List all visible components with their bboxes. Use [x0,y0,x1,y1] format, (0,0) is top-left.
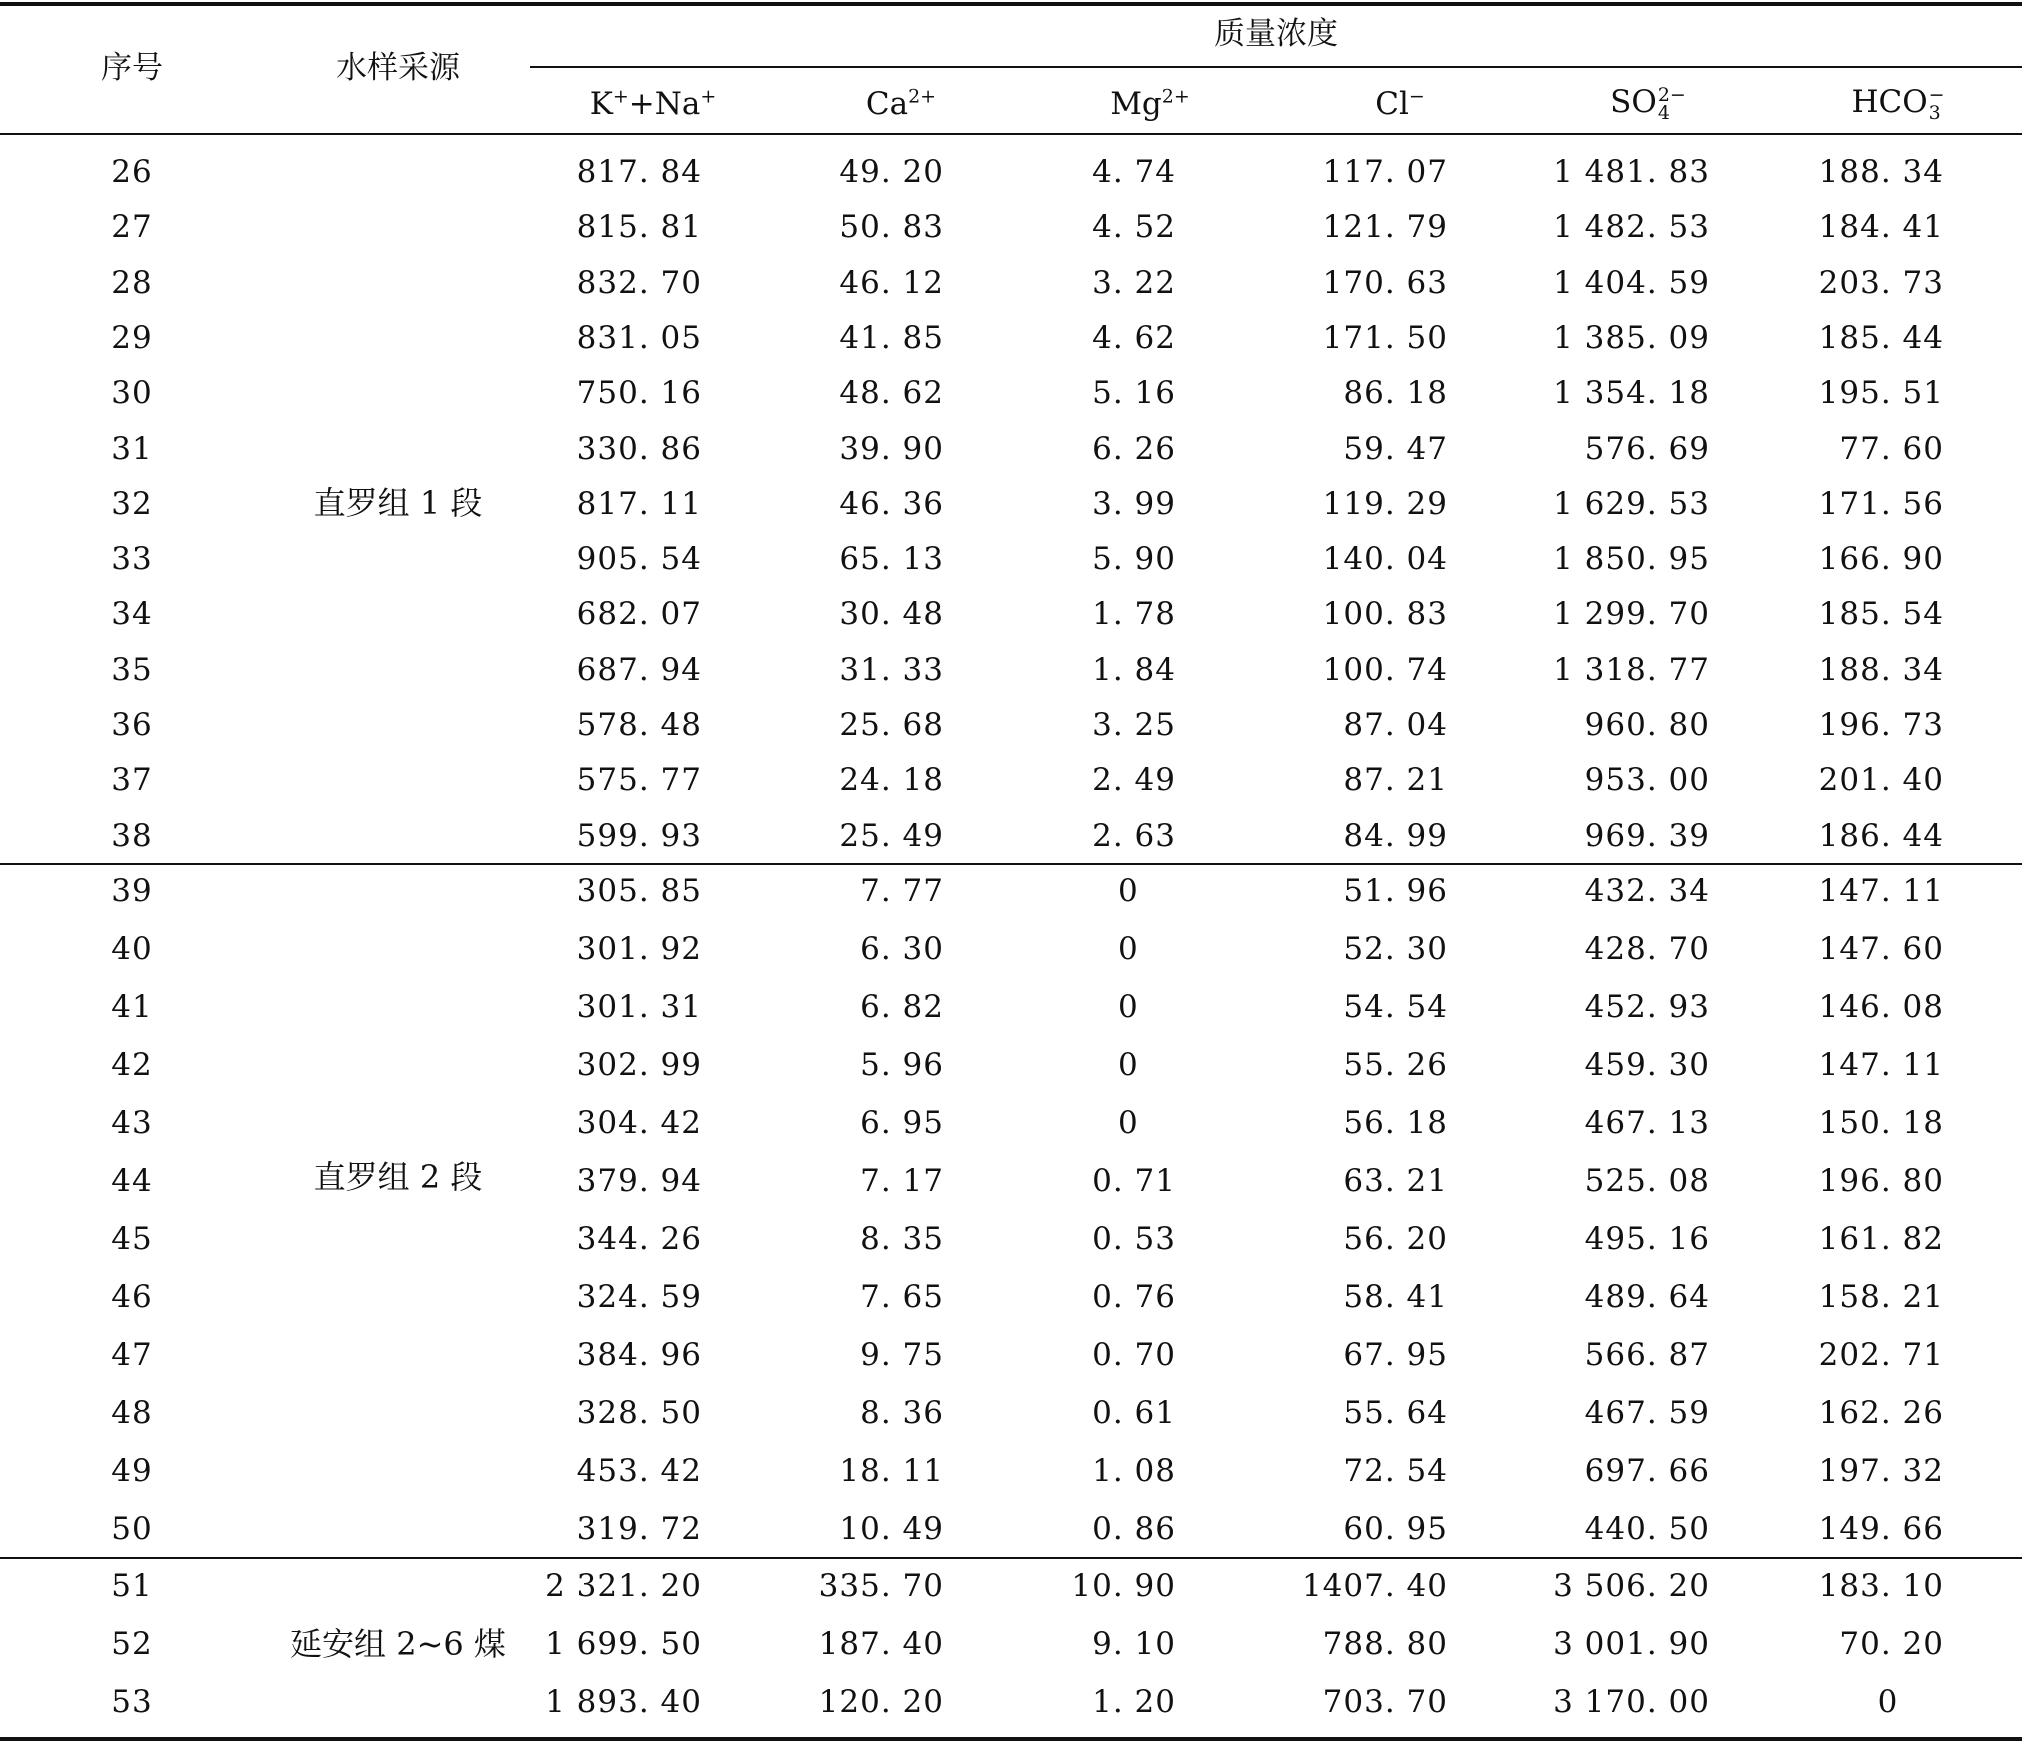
cell-k-na: 301. 31 [576,989,702,1025]
cell-k-na: 319. 72 [576,1511,702,1547]
cell-cl: 63. 21 [1343,1163,1448,1199]
cell-cl: 1407. 40 [1301,1568,1448,1604]
cell-ca: 187. 40 [818,1626,944,1662]
header-mg-sup: 2+ [1161,85,1190,108]
cell-cl: 121. 79 [1322,209,1448,246]
cell-ca: 46. 12 [839,264,944,301]
cell-cl: 54. 54 [1343,989,1448,1025]
cell-cl: 55. 26 [1343,1047,1448,1083]
cell-ca: 9. 75 [860,1337,944,1373]
cell-mg: 1. 78 [1092,596,1176,633]
cell-hco3: 202. 71 [1818,1337,1944,1373]
row-seq: 46 [111,1279,153,1315]
cell-so4: 3 506. 20 [1553,1568,1710,1604]
cell-cl: 86. 18 [1343,375,1448,412]
cell-hco3: 146. 08 [1818,989,1944,1025]
cell-hco3: 161. 82 [1818,1221,1944,1257]
cell-mg: 0. 61 [1092,1395,1176,1431]
cell-hco3: 147. 11 [1818,1047,1944,1083]
cell-k-na: 817. 11 [576,485,702,522]
cell-cl: 56. 20 [1343,1221,1448,1257]
cell-so4: 1 385. 09 [1553,319,1710,356]
cell-mg: 0 [1118,873,1139,909]
cell-k-na: 682. 07 [576,596,702,633]
cell-cl: 84. 99 [1343,817,1448,854]
cell-cl: 87. 21 [1343,762,1448,799]
cell-k-na: 817. 84 [576,154,702,190]
cell-cl: 58. 41 [1343,1279,1448,1315]
cell-so4: 495. 16 [1584,1221,1710,1257]
header-k-na-mid: +Na [628,86,701,122]
cell-ca: 5. 96 [860,1047,944,1083]
cell-hco3: 158. 21 [1818,1279,1944,1315]
cell-mg: 4. 52 [1092,209,1176,246]
cell-so4: 467. 13 [1584,1105,1710,1141]
cell-so4: 1 299. 70 [1553,596,1710,633]
cell-k-na: 687. 94 [576,651,702,688]
cell-ca: 335. 70 [818,1568,944,1604]
cell-ca: 46. 36 [839,485,944,522]
cell-so4: 525. 08 [1584,1163,1710,1199]
cell-ca: 30. 48 [839,596,944,633]
cell-k-na: 384. 96 [576,1337,702,1373]
cell-ca: 48. 62 [839,375,944,412]
cell-so4: 489. 64 [1584,1279,1710,1315]
cell-k-na: 301. 92 [576,931,702,967]
row-seq: 51 [111,1568,153,1604]
header-source: 水样采源 [336,50,460,86]
cell-so4: 440. 50 [1584,1511,1710,1547]
cell-cl: 52. 30 [1343,931,1448,967]
cell-so4: 969. 39 [1584,817,1710,854]
row-seq: 53 [111,1684,153,1720]
cell-cl: 55. 64 [1343,1395,1448,1431]
cell-cl: 171. 50 [1322,319,1448,356]
cell-mg: 9. 10 [1092,1626,1176,1662]
cell-ca: 41. 85 [839,319,944,356]
header-cl [1375,84,1425,124]
cell-cl: 60. 95 [1343,1511,1448,1547]
cell-so4: 953. 00 [1584,762,1710,799]
cell-hco3: 150. 18 [1818,1105,1944,1141]
cell-hco3: 77. 60 [1839,430,1944,467]
cell-k-na: 453. 42 [576,1453,702,1489]
cell-k-na: 831. 05 [576,319,702,356]
cell-mg: 2. 49 [1092,762,1176,799]
row-seq: 41 [111,989,153,1025]
row-seq: 44 [111,1163,153,1199]
cell-ca: 7. 77 [860,873,944,909]
cell-k-na: 578. 48 [576,707,702,743]
cell-mg: 4. 62 [1092,319,1176,356]
header-k-na-base: K [589,86,613,122]
cell-ca: 6. 30 [860,931,944,967]
header-cl-sup: − [1408,85,1425,108]
cell-hco3: 186. 44 [1818,817,1944,854]
header-hco3 [1851,82,1944,122]
row-seq: 31 [111,430,153,467]
cell-mg: 5. 90 [1092,541,1176,578]
cell-so4: 3 001. 90 [1553,1626,1710,1662]
cell-mg: 0. 70 [1092,1337,1176,1373]
cell-hco3: 196. 80 [1818,1163,1944,1199]
cell-mg: 3. 22 [1092,264,1176,301]
cell-ca: 25. 49 [839,817,944,854]
header-hco3-base: HCO [1851,84,1928,120]
cell-k-na: 815. 81 [576,209,702,246]
cell-hco3: 184. 41 [1818,209,1944,246]
cell-ca: 120. 20 [818,1684,944,1720]
cell-cl: 170. 63 [1322,264,1448,301]
header-so4 [1610,82,1686,122]
cell-so4: 459. 30 [1584,1047,1710,1083]
row-seq: 38 [111,817,153,854]
cell-so4: 1 482. 53 [1553,209,1710,246]
cell-hco3: 171. 56 [1818,485,1944,522]
row-seq: 47 [111,1337,153,1373]
cell-hco3: 149. 66 [1818,1511,1944,1547]
cell-so4: 1 850. 95 [1553,541,1710,578]
header-cl-base: Cl [1375,86,1409,122]
cell-hco3: 196. 73 [1818,707,1944,743]
cell-ca: 50. 83 [839,209,944,246]
cell-k-na: 330. 86 [576,430,702,467]
group-label-zhiluo-2: 直罗组 2 段 [313,1158,483,1196]
row-seq: 43 [111,1105,153,1141]
cell-k-na: 304. 42 [576,1105,702,1141]
cell-cl: 117. 07 [1322,154,1448,190]
cell-k-na: 1 699. 50 [545,1626,702,1662]
cell-mg: 1. 20 [1092,1684,1176,1720]
cell-cl: 100. 74 [1322,651,1448,688]
row-seq: 49 [111,1453,153,1489]
cell-k-na: 832. 70 [576,264,702,301]
cell-so4: 3 170. 00 [1553,1684,1710,1720]
group-divider-rule [0,863,2022,865]
cell-k-na: 599. 93 [576,817,702,854]
header-k-na [590,84,717,124]
cell-hco3: 162. 26 [1818,1395,1944,1431]
group-label-zhiluo-1: 直罗组 1 段 [313,484,483,522]
cell-ca: 18. 11 [839,1453,944,1489]
row-seq: 42 [111,1047,153,1083]
row-seq: 27 [111,209,153,246]
cell-k-na: 1 893. 40 [545,1684,702,1720]
cell-hco3: 203. 73 [1818,264,1944,301]
cell-so4: 566. 87 [1584,1337,1710,1373]
header-k-na-sup2: + [700,85,717,108]
cell-so4: 1 404. 59 [1553,264,1710,301]
cell-so4: 467. 59 [1584,1395,1710,1431]
cell-mg: 0 [1118,931,1139,967]
row-seq: 39 [111,873,153,909]
cell-so4: 432. 34 [1584,873,1710,909]
cell-k-na: 2 321. 20 [545,1568,702,1604]
cell-hco3: 147. 11 [1818,873,1944,909]
cell-ca: 8. 35 [860,1221,944,1257]
cell-hco3: 147. 60 [1818,931,1944,967]
cell-so4: 697. 66 [1584,1453,1710,1489]
cell-cl: 51. 96 [1343,873,1448,909]
cell-mg: 6. 26 [1092,430,1176,467]
cell-hco3: 195. 51 [1818,375,1944,412]
cell-mg: 4. 74 [1092,154,1176,190]
row-seq: 34 [111,596,153,633]
cell-k-na: 305. 85 [576,873,702,909]
cell-mg: 0 [1118,1047,1139,1083]
cell-mg: 0. 76 [1092,1279,1176,1315]
cell-mg: 3. 99 [1092,485,1176,522]
cell-cl: 100. 83 [1322,596,1448,633]
cell-hco3: 185. 44 [1818,319,1944,356]
cell-ca: 8. 36 [860,1395,944,1431]
header-hco3-sub: 3 [1928,101,1941,124]
row-seq: 30 [111,375,153,412]
cell-cl: 788. 80 [1322,1626,1448,1662]
cell-so4: 576. 69 [1584,430,1710,467]
table-top-rule [0,2,2022,6]
cell-k-na: 575. 77 [576,762,702,799]
cell-cl: 119. 29 [1322,485,1448,522]
cell-mg: 1. 08 [1092,1453,1176,1489]
row-seq: 50 [111,1511,153,1547]
row-seq: 48 [111,1395,153,1431]
cell-cl: 56. 18 [1343,1105,1448,1141]
group-divider-rule [0,1557,2022,1559]
cell-hco3: 188. 34 [1818,154,1944,190]
cell-ca: 49. 20 [839,154,944,190]
cell-mg: 3. 25 [1092,707,1176,743]
cell-ca: 39. 90 [839,430,944,467]
cell-k-na: 328. 50 [576,1395,702,1431]
cell-so4: 452. 93 [1584,989,1710,1025]
cell-k-na: 750. 16 [576,375,702,412]
cell-ca: 24. 18 [839,762,944,799]
cell-cl: 59. 47 [1343,430,1448,467]
cell-hco3: 197. 32 [1818,1453,1944,1489]
header-mg [1110,84,1190,124]
header-seq: 序号 [101,50,163,86]
cell-mg: 0. 86 [1092,1511,1176,1547]
header-so4-base: SO [1610,84,1657,120]
cell-ca: 65. 13 [839,541,944,578]
row-seq: 26 [111,154,153,190]
row-seq: 37 [111,762,153,799]
cell-so4: 1 629. 53 [1553,485,1710,522]
cell-cl: 67. 95 [1343,1337,1448,1373]
cell-ca: 25. 68 [839,707,944,743]
cell-k-na: 324. 59 [576,1279,702,1315]
cell-mg: 0. 53 [1092,1221,1176,1257]
cell-k-na: 344. 26 [576,1221,702,1257]
cell-so4: 428. 70 [1584,931,1710,967]
cell-cl: 72. 54 [1343,1453,1448,1489]
row-seq: 35 [111,651,153,688]
header-ca-sup: 2+ [908,85,937,108]
group-label-yanan: 延安组 2~6 煤 [290,1625,506,1663]
row-seq: 29 [111,319,153,356]
cell-cl: 87. 04 [1343,707,1448,743]
cell-hco3: 183. 10 [1818,1568,1944,1604]
cell-ca: 7. 65 [860,1279,944,1315]
cell-hco3: 185. 54 [1818,596,1944,633]
cell-hco3: 0 [1877,1684,1899,1720]
cell-hco3: 70. 20 [1839,1626,1944,1662]
cell-hco3: 188. 34 [1818,651,1944,688]
cell-cl: 140. 04 [1322,541,1448,578]
cell-ca: 10. 49 [839,1511,944,1547]
cell-mg: 0 [1118,989,1139,1025]
cell-so4: 1 318. 77 [1553,651,1710,688]
cell-ca: 6. 95 [860,1105,944,1141]
cell-mg: 2. 63 [1092,817,1176,854]
row-seq: 40 [111,931,153,967]
cell-ca: 6. 82 [860,989,944,1025]
cell-ca: 7. 17 [860,1163,944,1199]
header-k-na-sup: + [612,85,629,108]
cell-so4: 960. 80 [1584,707,1710,743]
cell-ca: 31. 33 [839,651,944,688]
cell-mg: 0 [1118,1105,1139,1141]
cell-cl: 703. 70 [1322,1684,1448,1720]
table-bottom-rule [0,1737,2022,1741]
row-seq: 45 [111,1221,153,1257]
row-seq: 28 [111,264,153,301]
cell-so4: 1 481. 83 [1553,154,1710,190]
cell-hco3: 201. 40 [1818,762,1944,799]
header-so4-sup: 2− [1657,83,1686,106]
cell-mg: 10. 90 [1071,1568,1176,1604]
row-seq: 33 [111,541,153,578]
header-ca [866,84,936,124]
cell-k-na: 379. 94 [576,1163,702,1199]
row-seq: 36 [111,707,153,743]
cell-mg: 1. 84 [1092,651,1176,688]
header-mass-concentration: 质量浓度 [1214,16,1338,52]
header-so4-sub: 4 [1657,101,1670,124]
cell-so4: 1 354. 18 [1553,375,1710,412]
header-sub-rule [530,66,2022,68]
header-mg-base: Mg [1110,86,1162,122]
cell-mg: 0. 71 [1092,1163,1176,1199]
cell-mg: 5. 16 [1092,375,1176,412]
cell-k-na: 302. 99 [576,1047,702,1083]
header-hco3-sup: − [1928,83,1945,106]
row-seq: 52 [111,1626,153,1662]
header-bottom-rule [0,133,2022,135]
header-ca-base: Ca [865,86,909,122]
cell-hco3: 166. 90 [1818,541,1944,578]
cell-k-na: 905. 54 [576,541,702,578]
row-seq: 32 [111,485,153,522]
